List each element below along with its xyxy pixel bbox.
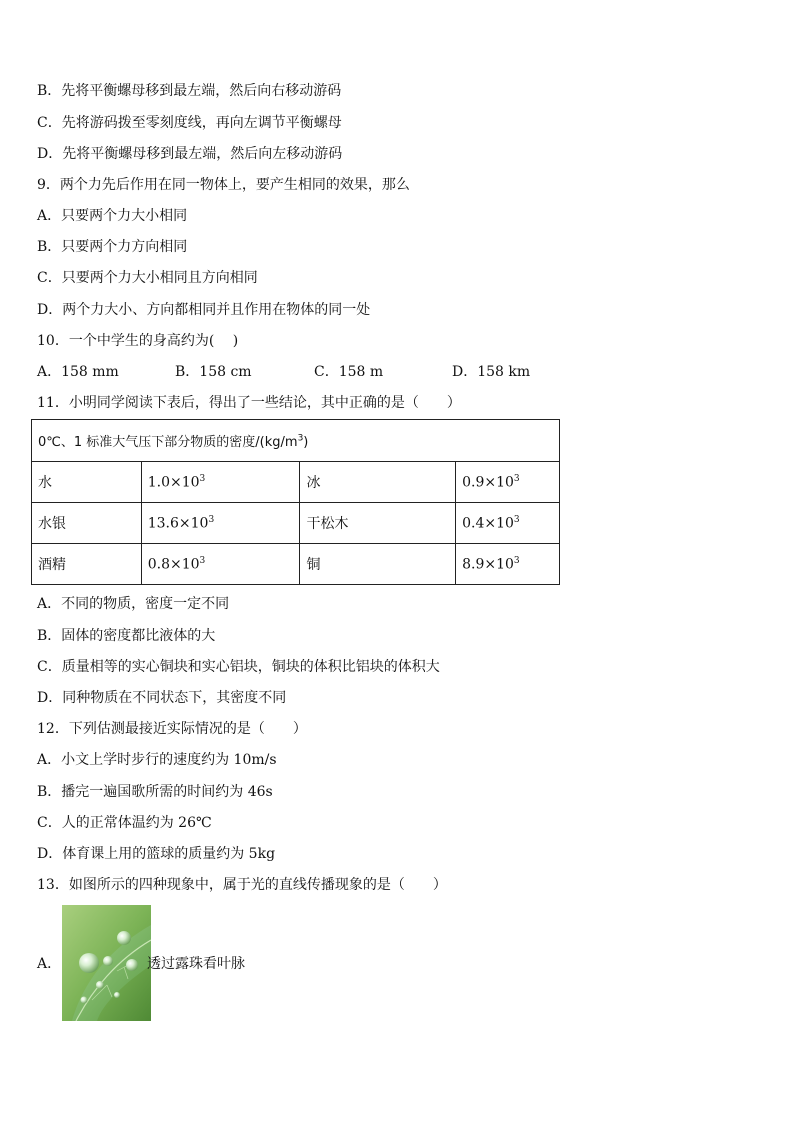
q11-option-b: B．固体的密度都比液体的大 — [37, 628, 216, 644]
q9-option-a: A．只要两个力大小相同 — [37, 208, 188, 224]
density-value: $0.8\times 10^3$ — [141, 544, 300, 585]
dew-drop — [81, 997, 88, 1004]
q10-option-b: B．158 cm — [175, 364, 252, 380]
q12-option-c: C．人的正常体温约为 26℃ — [37, 815, 212, 831]
q8-option-c: C．先将游码拨至零刻度线，再向左调节平衡螺母 — [37, 115, 342, 131]
density-table-header: 0℃、1 标准大气压下部分物质的密度$/(kg/m^3)$ — [32, 420, 560, 462]
q10-option-a: A．158 mm — [37, 364, 119, 380]
substance-name: 水银 — [32, 503, 142, 544]
q9-option-d: D．两个力大小、方向都相同并且作用在物体的同一处 — [37, 302, 371, 318]
density-value: $0.4\times 10^3$ — [456, 503, 560, 544]
q13-stem: 13．如图所示的四种现象中，属于光的直线传播现象的是（ ） — [37, 877, 447, 893]
q10-options — [37, 362, 557, 382]
table-row — [32, 544, 560, 585]
q9-stem: 9．两个力先后作用在同一物体上，要产生相同的效果，那么 — [37, 177, 410, 193]
dew-drop — [114, 992, 120, 998]
substance-name: 冰 — [300, 462, 456, 503]
density-table-header-row — [32, 420, 560, 462]
dew-drop — [79, 953, 99, 973]
q11-option-c: C．质量相等的实心铜块和实心铝块，铜块的体积比铝块的体积大 — [37, 659, 440, 675]
q12-option-d: D．体育课上用的篮球的质量约为 5kg — [37, 846, 276, 862]
dew-drop — [126, 959, 138, 971]
q12-option-b: B．播完一遍国歌所需的时间约为 46s — [37, 784, 273, 800]
density-value: $1.0\times 10^3$ — [141, 462, 300, 503]
table-row — [32, 503, 560, 544]
dew-drop — [96, 981, 104, 989]
dew-drop — [117, 931, 131, 945]
substance-name: 铜 — [300, 544, 456, 585]
density-value: $8.9\times 10^3$ — [456, 544, 560, 585]
density-table — [31, 419, 560, 585]
q9-option-b: B．只要两个力方向相同 — [37, 239, 188, 255]
leaf-dew-drops-image — [62, 905, 151, 1021]
q13-option-a-caption: 透过露珠看叶脉 — [147, 956, 245, 972]
substance-name: 水 — [32, 462, 142, 503]
q10-stem: 10．一个中学生的身高约为( ) — [37, 333, 239, 349]
substance-name: 干松木 — [300, 503, 456, 544]
substance-name: 酒精 — [32, 544, 142, 585]
q10-option-c: C．158 m — [314, 364, 384, 380]
q12-stem: 12．下列估测最接近实际情况的是（ ） — [37, 721, 307, 737]
q11-option-a: A．不同的物质，密度一定不同 — [37, 596, 230, 612]
q11-option-d: D．同种物质在不同状态下，其密度不同 — [37, 690, 287, 706]
density-value: $0.9\times 10^3$ — [456, 462, 560, 503]
q13-option-a-label: A． — [37, 956, 62, 972]
q12-option-a: A．小文上学时步行的速度约为 10m/s — [37, 752, 277, 768]
density-value: $13.6\times 10^3$ — [141, 503, 300, 544]
dew-drop — [103, 956, 113, 966]
table-row — [32, 462, 560, 503]
q9-option-c: C．只要两个力大小相同且方向相同 — [37, 270, 258, 286]
q8-option-b: B．先将平衡螺母移到最左端，然后向右移动游码 — [37, 83, 342, 99]
q10-option-d: D．158 km — [452, 364, 531, 380]
q11-stem: 11．小明同学阅读下表后，得出了一些结论，其中正确的是（ ） — [37, 395, 461, 411]
q8-option-d: D．先将平衡螺母移到最左端，然后向左移动游码 — [37, 146, 343, 162]
